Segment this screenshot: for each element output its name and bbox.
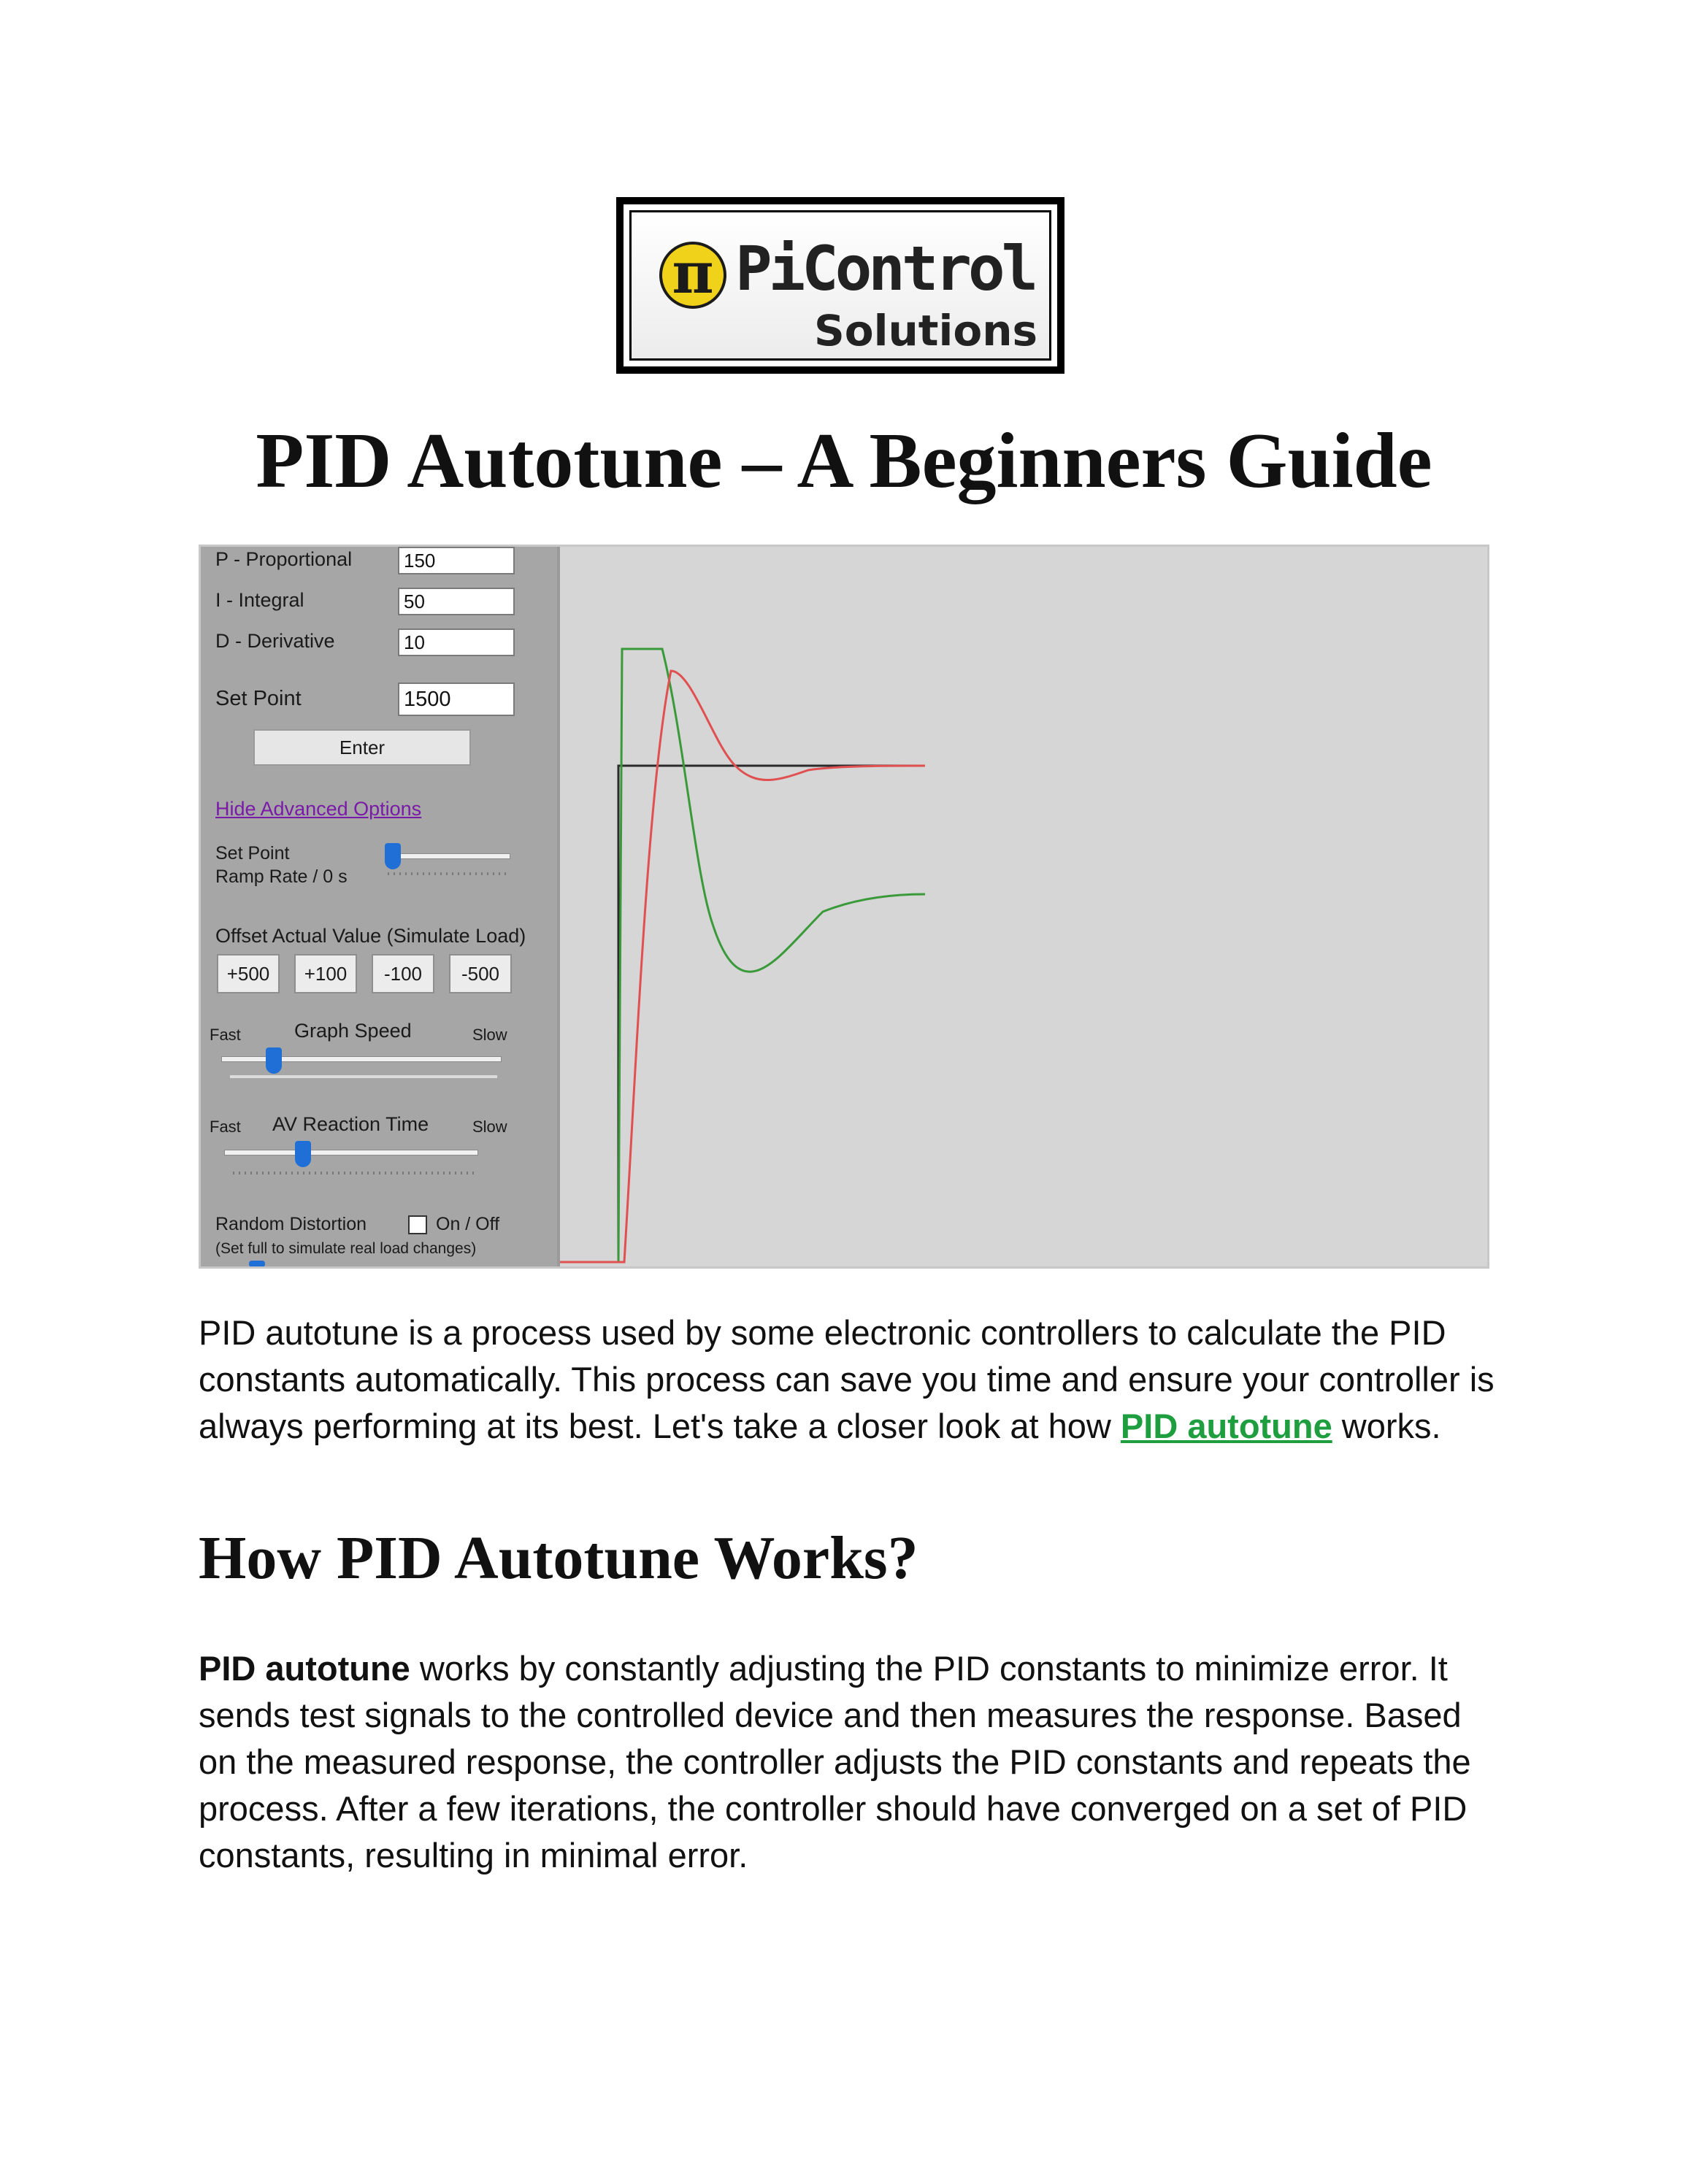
controller-output-line (560, 649, 925, 1262)
random-distortion-note: (Set full to simulate real load changes) (215, 1240, 477, 1257)
av-reaction-slider-track[interactable] (224, 1150, 478, 1156)
section-text: works by constantly adjusting the PID constants to minimize error. It sends test signals to the controlled device and then measures the response. Based on the measured response, the controller adjusts the PID constants and repeats the process. After a few iterations, the controller should have converged on a set of PID constants, resulting in minimal error. (199, 1649, 1471, 1875)
offset-minus-100-button[interactable]: -100 (372, 954, 434, 993)
picontrol-logo (616, 197, 1064, 374)
section-bold-term: PID autotune (199, 1649, 410, 1688)
graph-speed-label: Graph Speed (294, 1020, 412, 1042)
ramp-rate-slider-thumb[interactable] (385, 843, 401, 869)
av-reaction-time-label: AV Reaction Time (272, 1113, 429, 1135)
ramp-rate-slider-ticks (388, 872, 507, 875)
ramp-rate-label-line1: Set Point (215, 843, 290, 864)
section-paragraph (199, 1645, 1498, 1879)
random-distortion-slider-thumb[interactable] (249, 1261, 265, 1269)
pid-simulator-screenshot (199, 545, 1489, 1269)
random-distortion-checkbox[interactable] (408, 1215, 427, 1234)
page-title: PID Autotune – A Beginners Guide (256, 418, 1432, 504)
av-reaction-fast-label: Fast (210, 1118, 241, 1136)
pi-symbol: π (672, 240, 714, 307)
control-panel (201, 547, 560, 1269)
av-reaction-slider-thumb[interactable] (295, 1141, 311, 1167)
setpoint-line (560, 766, 925, 1262)
d-derivative-input[interactable]: 10 (398, 628, 515, 656)
set-point-label: Set Point (215, 687, 302, 710)
response-graph (560, 547, 1487, 1266)
graph-speed-slow-label: Slow (472, 1026, 507, 1044)
i-integral-label: I - Integral (215, 589, 304, 611)
logo-brand-name: PiControl (735, 233, 1035, 304)
i-integral-input[interactable]: 50 (398, 588, 515, 615)
graph-speed-slider-ticks (230, 1075, 497, 1078)
av-reaction-slider-ticks (233, 1172, 478, 1174)
p-proportional-label: P - Proportional (215, 548, 353, 570)
offset-plus-500-button[interactable]: +500 (217, 954, 280, 993)
d-derivative-label: D - Derivative (215, 630, 335, 652)
ramp-rate-slider-track[interactable] (385, 853, 510, 859)
hide-advanced-options-link[interactable]: Hide Advanced Options (215, 798, 422, 820)
p-proportional-input[interactable]: 150 (398, 547, 515, 574)
pid-autotune-link[interactable]: PID autotune (1120, 1407, 1332, 1445)
graph-speed-slider-thumb[interactable] (266, 1047, 282, 1074)
enter-button[interactable]: Enter (253, 729, 471, 766)
random-distortion-toggle-label: On / Off (436, 1214, 500, 1234)
ramp-rate-label-line2: Ramp Rate / 0 s (215, 866, 348, 887)
logo-brand-sub: Solutions (814, 306, 1038, 355)
offset-plus-100-button[interactable]: +100 (294, 954, 357, 993)
section-heading: How PID Autotune Works? (199, 1524, 918, 1592)
graph-speed-slider-track[interactable] (221, 1056, 502, 1062)
graph-speed-fast-label: Fast (210, 1026, 241, 1044)
actual-value-line (560, 671, 925, 1262)
av-reaction-slow-label: Slow (472, 1118, 507, 1136)
random-distortion-label: Random Distortion (215, 1214, 367, 1234)
logo-frame (629, 210, 1051, 361)
set-point-input[interactable]: 1500 (398, 682, 515, 716)
intro-text-1: PID autotune is a process used by some electronic controllers to calculate the PID constants automatically. This process can save you time and ensure your controller is always performing at its best. Let's take a closer look at how (199, 1313, 1495, 1445)
intro-paragraph (199, 1310, 1498, 1450)
offset-minus-500-button[interactable]: -500 (449, 954, 512, 993)
intro-text-2: works. (1332, 1407, 1441, 1445)
pi-logo-icon (659, 242, 726, 309)
offset-actual-value-label: Offset Actual Value (Simulate Load) (215, 925, 526, 947)
